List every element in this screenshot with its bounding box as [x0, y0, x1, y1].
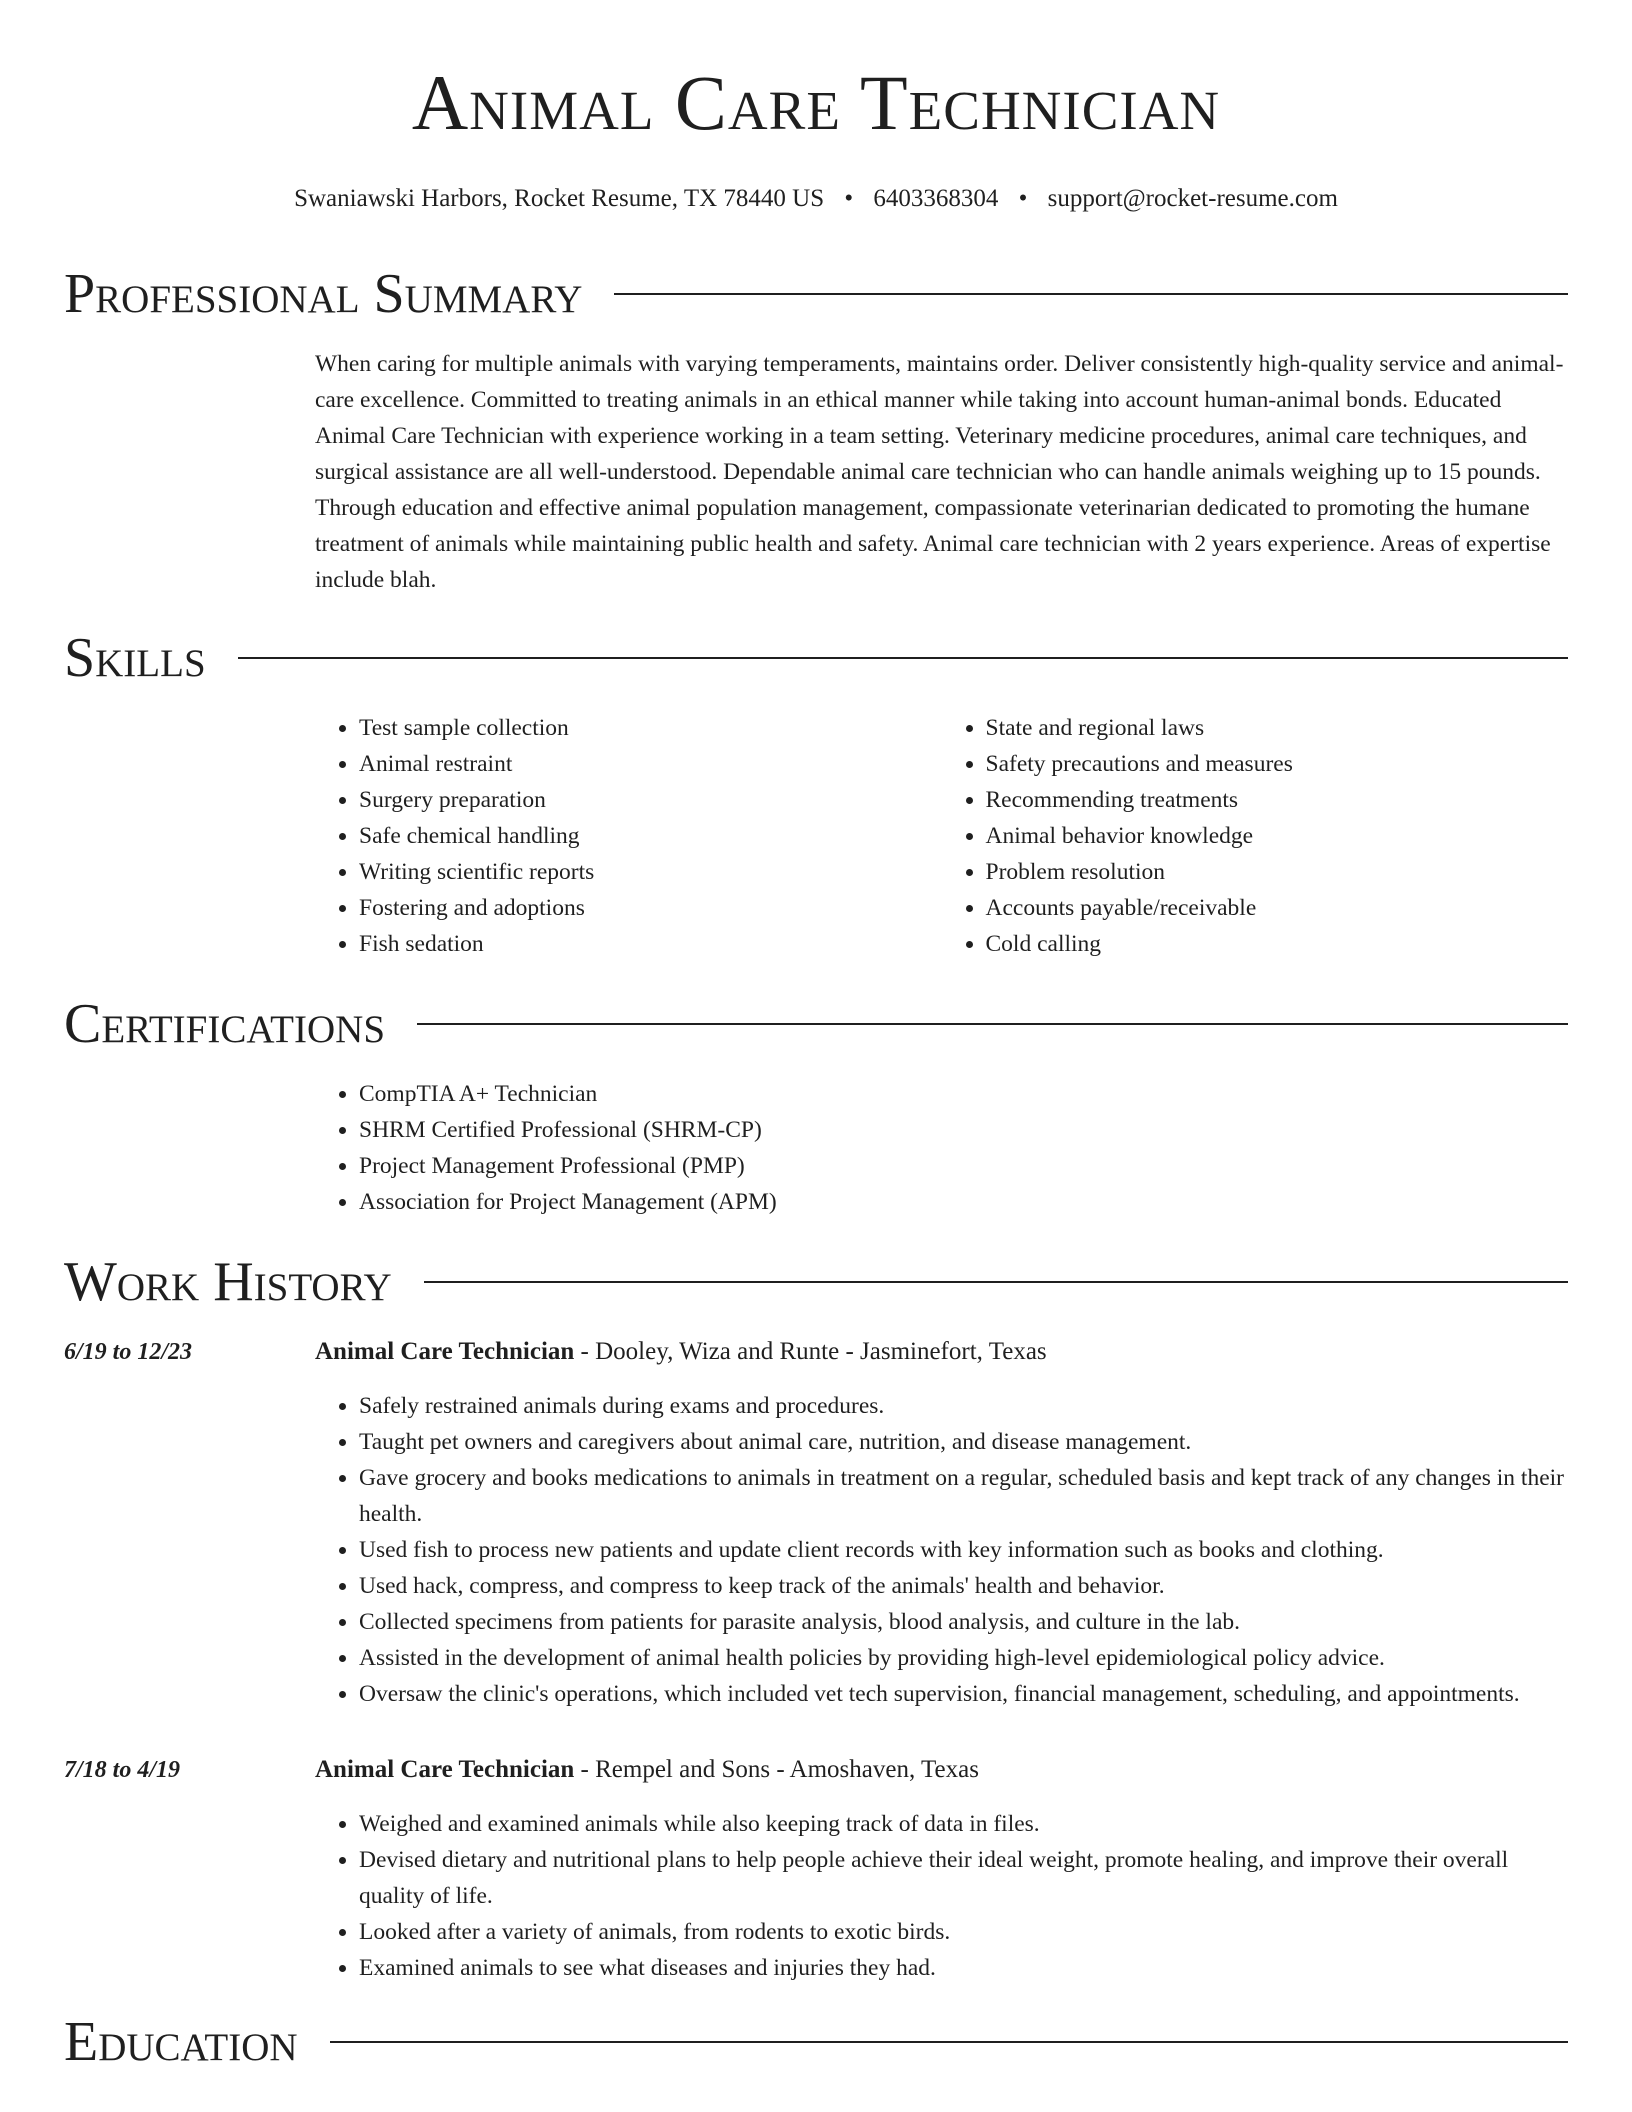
job-bullet: • Safely restrained animals during exams and procedures. [359, 1388, 1568, 1424]
job-employer: - Dooley, Wiza and Runte - Jasminefort, Texas [574, 1338, 1047, 1365]
skill-item: • Cold calling [986, 926, 1569, 962]
skill-item: • Safe chemical handling [359, 818, 942, 854]
skill-item: • Writing scientific reports [359, 854, 942, 890]
job-employer: - Rempel and Sons - Amoshaven, Texas [574, 1756, 979, 1783]
certification-item: • CompTIA A+ Technician [359, 1076, 1568, 1112]
skill-item: • Animal restraint [359, 746, 942, 782]
resume-page [64, 0, 1568, 2074]
skill-item: • Fostering and adoptions [359, 890, 942, 926]
skill-item: • Problem resolution [986, 854, 1569, 890]
job-bullet: • Weighed and examined animals while also keeping track of data in files. [359, 1806, 1568, 1842]
section-rule [238, 657, 1568, 659]
job-dates: 6/19 to 12/23 [64, 1339, 193, 1365]
job-bullet: • Used hack, compress, and compress to keep track of the animals' health and behavior. [359, 1568, 1568, 1604]
job-bullet: • Oversaw the clinic's operations, which included vet tech supervision, financial management, scheduling, and appointments. [359, 1676, 1568, 1712]
separator-dot: • [844, 185, 854, 212]
skill-item: • Safety precautions and measures [986, 746, 1569, 782]
address: Swaniawski Harbors, Rocket Resume, TX 78440 US [294, 185, 825, 212]
section-rule [330, 2041, 1568, 2043]
job-bullets [315, 1388, 1568, 1712]
section-rule [614, 293, 1568, 295]
summary-text: When caring for multiple animals with varying temperaments, maintains order. Deliver consistently high-quality service and animal-care excellence. Committed to treating animals in an ethical manner while taking into account human-animal bonds. Educated Animal Care Technician with experience working in a team setting. Veterinary medicine procedures, animal care techniques, and surgical assistance are all well-understood. Dependable animal care technician who can handle animals weighing up to 15 pounds. Through education and effective animal population management, compassionate veterinarian dedicated to promoting the humane treatment of animals while maintaining public health and safety. Animal care technician with 2 years experience. Areas of expertise include blah. [315, 351, 1564, 593]
section-title: Professional Summary [64, 263, 583, 325]
contact-line [64, 184, 1568, 214]
job-dates: 7/18 to 4/19 [64, 1757, 181, 1783]
job-bullet: • Used fish to process new patients and update client records with key information such as books and clothing. [359, 1532, 1568, 1568]
job-entry [64, 1752, 1568, 1986]
job-title: Animal Care Technician [315, 1756, 575, 1783]
section-rule [424, 1281, 1568, 1283]
skill-item: • Accounts payable/receivable [986, 890, 1569, 926]
section-heading-skills [64, 626, 1568, 690]
certifications-list [315, 1076, 1568, 1220]
skill-item: • Animal behavior knowledge [986, 818, 1569, 854]
section-heading-summary [64, 262, 1568, 326]
skills-list-right [942, 710, 1569, 962]
job-content [315, 1752, 1568, 1986]
skill-item: • Test sample collection [359, 710, 942, 746]
job-bullet: • Taught pet owners and caregivers about animal care, nutrition, and disease management. [359, 1424, 1568, 1460]
skill-item: • Recommending treatments [986, 782, 1569, 818]
section-title: Work History [64, 1251, 392, 1313]
skill-item: • Fish sedation [359, 926, 942, 962]
section-rule [417, 1023, 1568, 1025]
section-heading-certifications [64, 992, 1568, 1056]
job-bullets [315, 1806, 1568, 1986]
section-title: Skills [64, 627, 206, 689]
separator-dot: • [1018, 185, 1028, 212]
job-title-line [315, 1752, 1568, 1788]
job-bullet: • Collected specimens from patients for parasite analysis, blood analysis, and culture in the lab. [359, 1604, 1568, 1640]
job-title-line [315, 1334, 1568, 1370]
skills-grid [315, 710, 1568, 962]
certifications-block [315, 1076, 1568, 1220]
section-title: Certifications [64, 993, 386, 1055]
certification-item: • Project Management Professional (PMP) [359, 1148, 1568, 1184]
certification-item: • Association for Project Management (APM) [359, 1184, 1568, 1220]
job-bullet: • Assisted in the development of animal health policies by providing high-level epidemiological policy advice. [359, 1640, 1568, 1676]
job-bullet: • Gave grocery and books medications to animals in treatment on a regular, scheduled basis and kept track of any changes in their health. [359, 1460, 1568, 1532]
skills-list-left [315, 710, 942, 962]
certification-item: • SHRM Certified Professional (SHRM-CP) [359, 1112, 1568, 1148]
job-content [315, 1334, 1568, 1712]
job-bullet: • Devised dietary and nutritional plans to help people achieve their ideal weight, promote healing, and improve their overall quality of life. [359, 1842, 1568, 1914]
job-bullet: • Looked after a variety of animals, from rodents to exotic birds. [359, 1914, 1568, 1950]
email: support@rocket-resume.com [1047, 185, 1338, 212]
candidate-name: Animal Care Technician [411, 59, 1221, 146]
section-heading-education [64, 2010, 1568, 2074]
job-bullet: • Examined animals to see what diseases and injuries they had. [359, 1950, 1568, 1986]
section-title: Education [64, 2011, 298, 2073]
skill-item: • State and regional laws [986, 710, 1569, 746]
section-heading-work-history [64, 1250, 1568, 1314]
skill-item: • Surgery preparation [359, 782, 942, 818]
job-title: Animal Care Technician [315, 1338, 575, 1365]
phone: 6403368304 [873, 185, 999, 212]
job-entry [64, 1334, 1568, 1712]
